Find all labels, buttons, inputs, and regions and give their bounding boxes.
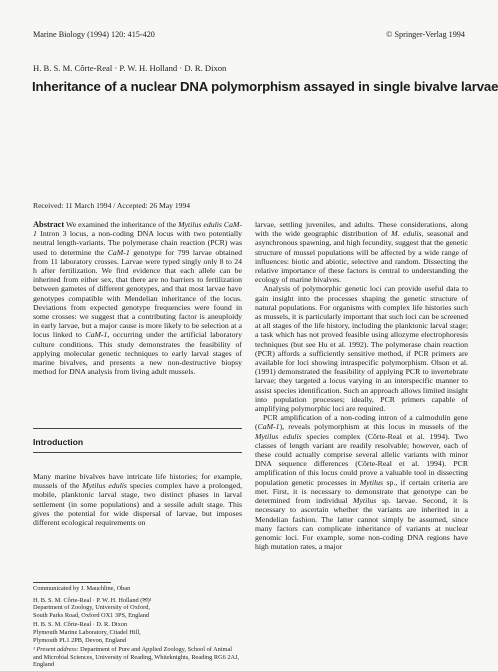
author-list: H. B. S. M. Côrte-Real · P. W. H. Holland · D. R. Dixon (33, 63, 227, 73)
present-address (33, 646, 242, 669)
present-address-text: Department of Pure and Applied Zoology, School of Animal and Microbial Sciences, University of Reading, Whiteknights, Reading RG6 2AJ, England (33, 646, 240, 669)
right-column-text (255, 220, 468, 551)
body-species-name: Mytilus (359, 477, 384, 487)
body-text: ), reveals polymorphism at this locus in mussels of the (279, 422, 468, 432)
body-species-name: Mytilus edulis (255, 431, 302, 441)
body-text: sp., if certain criteria are met. First, it is necessary to demonstrate that genotype can be determined from individual (255, 477, 468, 506)
body-species-name: M. edulis (391, 229, 422, 239)
footnote-rule (33, 582, 111, 583)
section-divider-bottom (33, 452, 242, 453)
body-paragraph (255, 413, 468, 551)
affiliation-line: South Parks Road, Oxford OX1 3PS, England (33, 611, 150, 619)
abstract-block (33, 220, 242, 376)
affiliation-oxford (33, 597, 242, 620)
body-species-name: Mytilus (353, 496, 377, 506)
introduction-text: species complex have a prolonged, mobile, planktonic larval stage, two distinct phases in larval settlement (in some populations) and a sessile adult stage. This gives the potential for wide dispersal of larvae, but imposes different ecological requirements on (33, 481, 243, 528)
communicated-by: Communicated by J. Mauchline, Oban (33, 585, 131, 592)
body-text: PCR amplification of a non-coding intron of a calmodulin gene ( (255, 413, 468, 432)
abstract-text: Intron 3 locus, a non-coding DNA locus with two potentially neutral length-variants. The polymerase chain reaction (PCR) was used to determine the (33, 229, 242, 257)
section-divider-top (33, 428, 242, 429)
abstract-gene-name: CaM-1 (107, 247, 130, 257)
body-paragraph (255, 220, 468, 284)
body-text: sp. larvae. Second, it is necessary to ascertain whether the variants are inherited in a Mendelian fashion. The latter cannot simply be assumed, since many factors can complicate inheritance of variants at nuclear genomic loci. For example, some non-coding DNA regions have high mutation rates, a major (255, 496, 468, 552)
journal-citation: Marine Biology (1994) 120: 415-420 (33, 30, 155, 39)
introduction-block (33, 472, 242, 527)
affiliation-line: Plymouth Marine Laboratory, Citadel Hill, (33, 628, 141, 636)
affiliation-names: H. B. S. M. Côrte-Real · P. W. H. Holland (✉)¹ (33, 596, 152, 604)
body-text: , seasonal and asynchronous spawning, and high fecundity, suggest that the genetic structure of mussel populations will be affected by a wide range of influences: biotic and abiotic, selective and random. Dissecting the relative importance of these factors is central to understanding the ecology of marine bivalves. (255, 229, 469, 285)
abstract-paragraph (33, 220, 242, 376)
footnotes-block (33, 585, 242, 671)
received-accepted-dates: Received: 11 March 1994 / Accepted: 26 May 1994 (33, 201, 191, 210)
body-text: larvae, settling juveniles, and adults. These considerations, along with the wide geographic distribution of (255, 220, 468, 239)
abstract-gene-name: CaM-1 (85, 330, 108, 340)
abstract-label: Abstract (33, 220, 65, 229)
body-text: Analysis of polymorphic genetic loci can provide useful data to gain insight into the processes shaping the genetic structure of natural populations. For organisms with complex life histories such as mussels, it is particularly important that such loci can be screened at all stages of the life history, including the planktonic larval stage; a task which has not proved feasible using allozyme electrophoresis techniques (but see Hu et al. 1992). The polymerase chain reaction (PCR) affords a sufficiently sensitive method, if PCR primers are available for loci showing intraspecific polymorphism. Olson et al. (1991) demonstrated the feasibility of applying PCR to invertebrate larvae; they targeted a locus varying in an interspecific manner to assist species identification. Such an approach allows limited insight into population processes; ideally, PCR primers capable of amplifying polymorphic loci are required. (255, 284, 468, 414)
present-address-label: ¹ Present address: (33, 646, 79, 654)
affiliation-names: H. B. S. M. Côrte-Real · D. R. Dixon (33, 621, 128, 629)
abstract-text: genotype for 799 larvae obtained from 11 laboratory crosses. Larvae were typed singly only 8 to 24 h after fertilization. We find evidence that each allele can be inherited from either sex, that there are no barriers to fertilization between gametes of different genotypes, and that most larvae have genotypes compatible with Mendelian inheritance of the locus. Deviations from expected genotype frequencies were found in some crosses: we suggest that a contributing factor is aneuploidy in early larvae, but a major cause is more likely to be selection at a locus linked to (33, 247, 243, 340)
introduction-heading: Introduction (33, 437, 84, 447)
introduction-paragraph (33, 472, 242, 527)
abstract-species-name: Mytilus edulis CaM-1 (33, 220, 243, 239)
introduction-text: Many marine bivalves have intricate life histories; for example, mussels of the (33, 472, 242, 491)
body-text: species complex (Côrte-Real et al. 1994). Two classes of length variant are readily resolvable; however, each of these could actually comprise several allelic variants with minor DNA sequence differences (Côrte-Real et al. 1994). PCR amplification of this locus could prove a valuable tool in dissecting population genetic processes in (255, 431, 468, 487)
affiliation-line: Plymouth PL1 2PB, Devon, England (33, 636, 127, 644)
affiliation-plymouth (33, 621, 242, 644)
copyright-notice: © Springer-Verlag 1994 (386, 30, 465, 39)
abstract-text: , occurring under the artificial laboratory culture conditions. This study demonstrates the feasibility of applying molecular genetic techniques to early larval stages of marine bivalves, and presents a new non-destructive biopsy method for DNA analysis from living adult mussels. (33, 330, 242, 377)
article-title: Inheritance of a nuclear DNA polymorphism assayed in single bivalve larvae (32, 79, 498, 94)
affiliation-line: Department of Zoology, University of Oxford, (33, 604, 150, 612)
abstract-text: We examined the inheritance of the (66, 220, 179, 229)
introduction-species-name: Mytilus edulis (82, 481, 127, 491)
body-paragraph (255, 284, 468, 413)
body-gene-name: CaM-1 (257, 422, 280, 432)
